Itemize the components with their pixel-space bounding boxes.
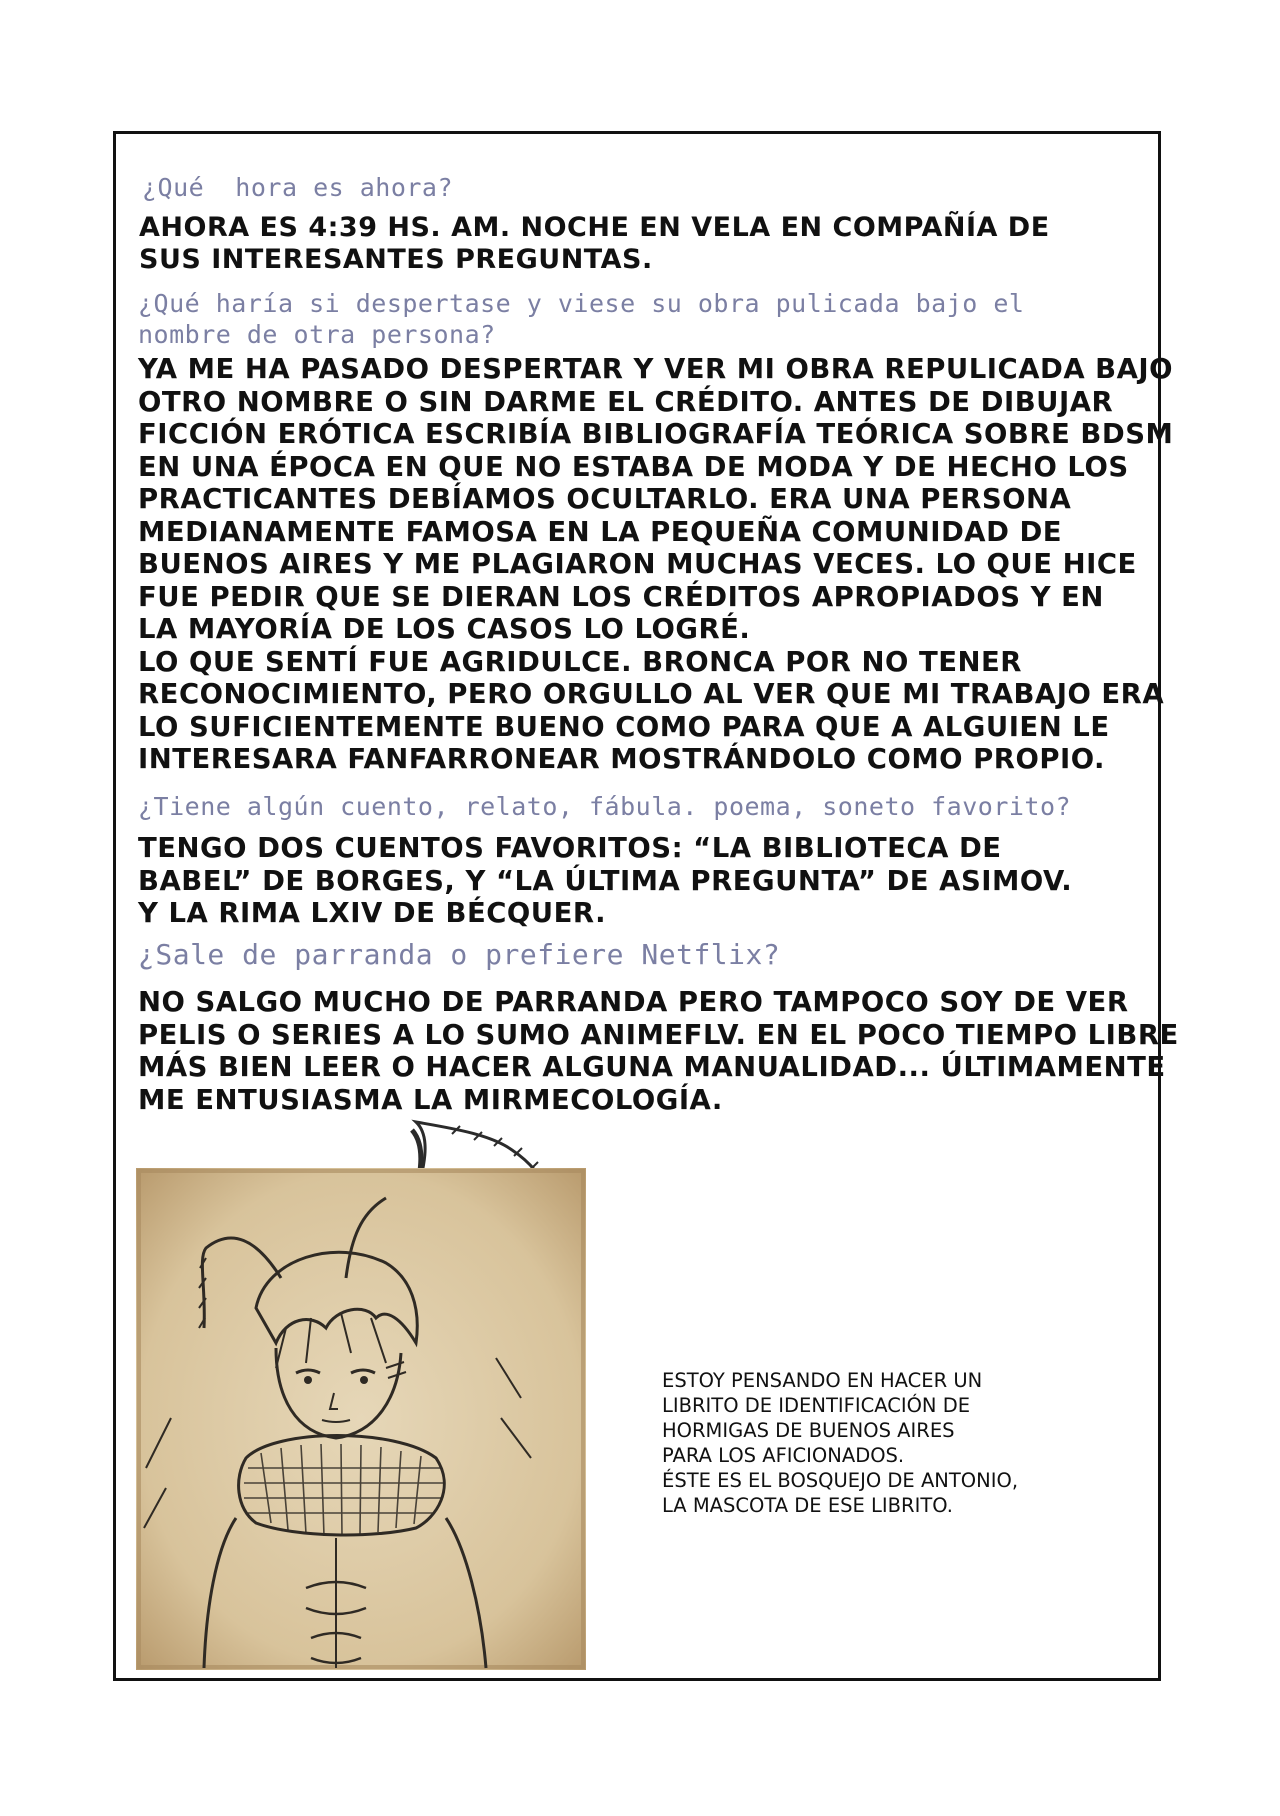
answer-2: YA ME HA PASADO DESPERTAR Y VER MI OBRA REPULICADA BAJO OTRO NOMBRE O SIN DARME EL CRÉDITO. ANTES DE DIBUJAR FICCIÓN ERÓTICA ESCRIBÍA BIBLIOGRAFÍA TEÓRICA SOBRE BDSM EN UNA ÉPOCA EN QUE NO ESTABA DE MODA Y DE HECHO LOS PRACTICANTES DEBÍAMOS OCULTARLO. ERA UNA PERSONA MEDIANAMENTE FAMOSA EN LA PEQUEÑA COMUNIDAD DE BUENOS AIRES Y ME PLAGIARON MUCHAS VECES. LO QUE HICE FUE PEDIR QUE SE DIERAN LOS CRÉDITOS APROPIADOS Y EN LA MAYORÍA DE LOS CASOS LO LOGRÉ. LO QUE SENTÍ FUE AGRIDULCE. BRONCA POR NO TENER RECONOCIMIENTO, PERO ORGULLO AL VER QUE MI TRABAJO ERA LO SUFICIENTEMENTE BUENO COMO PARA QUE A ALGUIEN LE INTERESARA FANFARRONEAR MOSTRÁNDOLO COMO PROPIO. [138, 353, 1174, 775]
question-2: ¿Qué haría si despertase y viese su obra pulicada bajo el nombre de otra persona? [138, 289, 1025, 349]
answer-3: TENGO DOS CUENTOS FAVORITOS: “LA BIBLIOTECA DE BABEL” DE BORGES, Y “LA ÚLTIMA PREGUNTA” DE ASIMOV. Y LA RIMA LXIV DE BÉCQUER. [138, 832, 1073, 929]
antonio-sketch-image [136, 1168, 586, 1670]
question-4: ¿Sale de parranda o prefiere Netflix? [138, 938, 781, 971]
sketch-note: ESTOY PENSANDO EN HACER UN LIBRITO DE IDENTIFICACIÓN DE HORMIGAS DE BUENOS AIRES PARA LOS AFICIONADOS. ÉSTE ES EL BOSQUEJO DE ANTONIO, LA MASCOTA DE ESE LIBRITO. [662, 1369, 1019, 1517]
answer-4: NO SALGO MUCHO DE PARRANDA PERO TAMPOCO SOY DE VER PELIS O SERIES A LO SUMO ANIMEFLV. EN EL POCO TIEMPO LIBRE MÁS BIEN LEER O HACER ALGUNA MANUALIDAD... ÚLTIMAMENTE ME ENTUSIASMA LA MIRMECOLOGÍA. [138, 986, 1179, 1116]
question-3: ¿Tiene algún cuento, relato, fábula. poema, soneto favorito? [138, 792, 1072, 821]
question-1: ¿Qué hora es ahora? [142, 173, 454, 202]
answer-1: AHORA ES 4:39 HS. AM. NOCHE EN VELA EN COMPAÑÍA DE SUS INTERESANTES PREGUNTAS. [139, 212, 1050, 275]
